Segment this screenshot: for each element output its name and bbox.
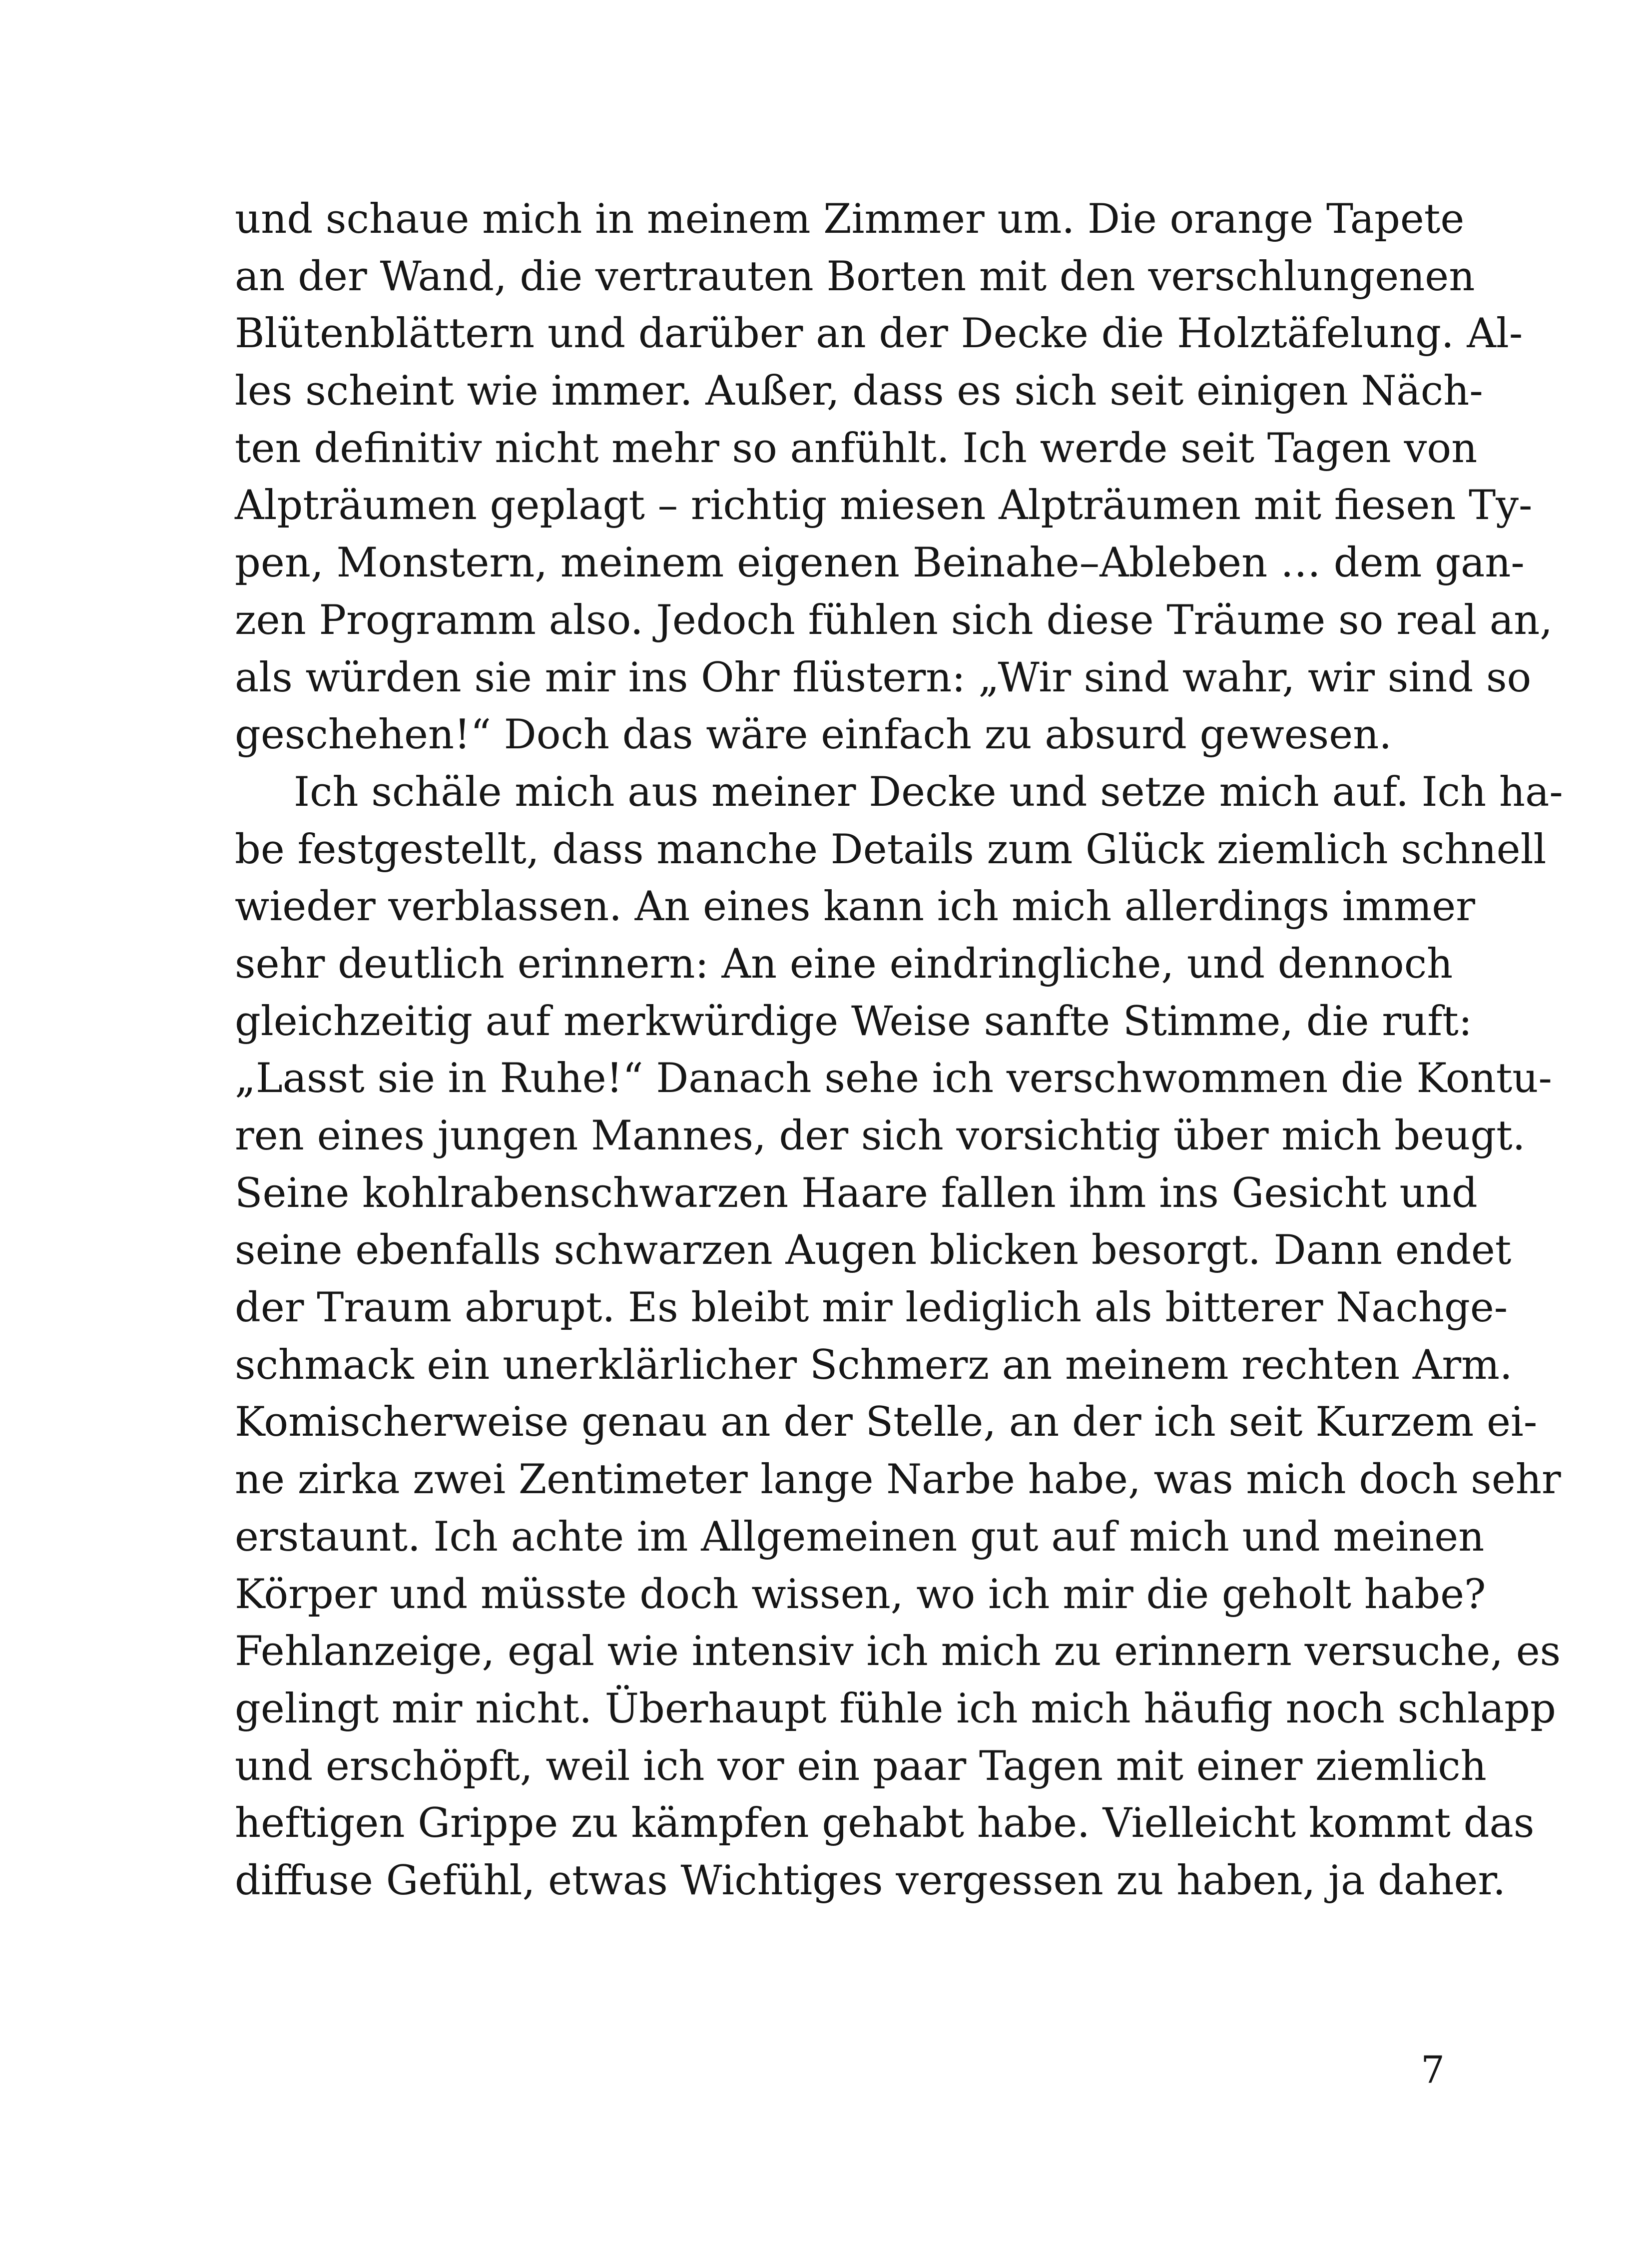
text-line: geschehen!“ Doch das wäre einfach zu absurd gewesen. [235,711,1392,759]
text-line: zen Programm also. Jedoch fühlen sich diese Träume so real an, [235,596,1553,644]
page-number: 7 [1421,2048,1445,2092]
text-line: Alpträumen geplagt – richtig miesen Alpträumen mit fiesen Ty- [235,482,1533,530]
text-line: pen, Monstern, meinem eigenen Beinahe–Ableben … dem gan- [235,540,1525,587]
text-line: gleichzeitig auf merkwürdige Weise sanfte Stimme, die ruft: [235,998,1473,1045]
text-line: „Lasst sie in Ruhe!“ Danach sehe ich verschwommen die Kontu- [235,1055,1552,1103]
text-line: an der Wand, die vertrauten Borten mit den verschlungenen [235,253,1475,300]
text-line: be festgestellt, dass manche Details zum Glück ziemlich schnell [235,826,1547,873]
text-line: der Traum abrupt. Es bleibt mir lediglich als bitterer Nachge- [235,1284,1508,1332]
text-line: wieder verblassen. An eines kann ich mich allerdings immer [235,883,1475,931]
text-line: Körper und müsste doch wissen, wo ich mir die geholt habe? [235,1571,1486,1618]
text-line: heftigen Grippe zu kämpfen gehabt habe. Vielleicht kommt das [235,1800,1535,1847]
text-line: ne zirka zwei Zentimeter lange Narbe habe, was mich doch sehr [235,1456,1561,1504]
text-line: und schaue mich in meinem Zimmer um. Die orange Tapete [235,196,1465,243]
text-line: Seine kohlrabenschwarzen Haare fallen ihm ins Gesicht und [235,1169,1478,1217]
body-text [235,191,1563,1910]
text-line: Fehlanzeige, egal wie intensiv ich mich zu erinnern versuche, es [235,1628,1561,1676]
text-line: seine ebenfalls schwarzen Augen blicken besorgt. Dann endet [235,1227,1512,1274]
text-line: gelingt mir nicht. Überhaupt fühle ich mich häufig noch schlapp [235,1685,1556,1732]
text-line: ten definitiv nicht mehr so anfühlt. Ich werde seit Tagen von [235,425,1478,472]
text-line: diffuse Gefühl, etwas Wichtiges vergessen zu haben, ja daher. [235,1857,1506,1904]
text-line: Komischerweise genau an der Stelle, an der ich seit Kurzem ei- [235,1399,1538,1446]
text-line: als würden sie mir ins Ohr flüstern: „Wir sind wahr, wir sind so [235,654,1532,701]
text-line: schmack ein unerklärlicher Schmerz an meinem rechten Arm. [235,1341,1513,1389]
text-line: les scheint wie immer. Außer, dass es sich seit einigen Näch- [235,368,1483,415]
text-line: erstaunt. Ich achte im Allgemeinen gut auf mich und meinen [235,1513,1485,1561]
text-line: ren eines jungen Mannes, der sich vorsichtig über mich beugt. [235,1113,1526,1159]
text-line: sehr deutlich erinnern: An eine eindringliche, und dennoch [235,940,1453,988]
text-line: und erschöpft, weil ich vor ein paar Tagen mit einer ziemlich [235,1742,1487,1790]
text-line: Ich schäle mich aus meiner Decke und setze mich auf. Ich ha- [294,768,1563,816]
text-line: Blütenblättern und darüber an der Decke die Holztäfelung. Al- [235,310,1523,358]
